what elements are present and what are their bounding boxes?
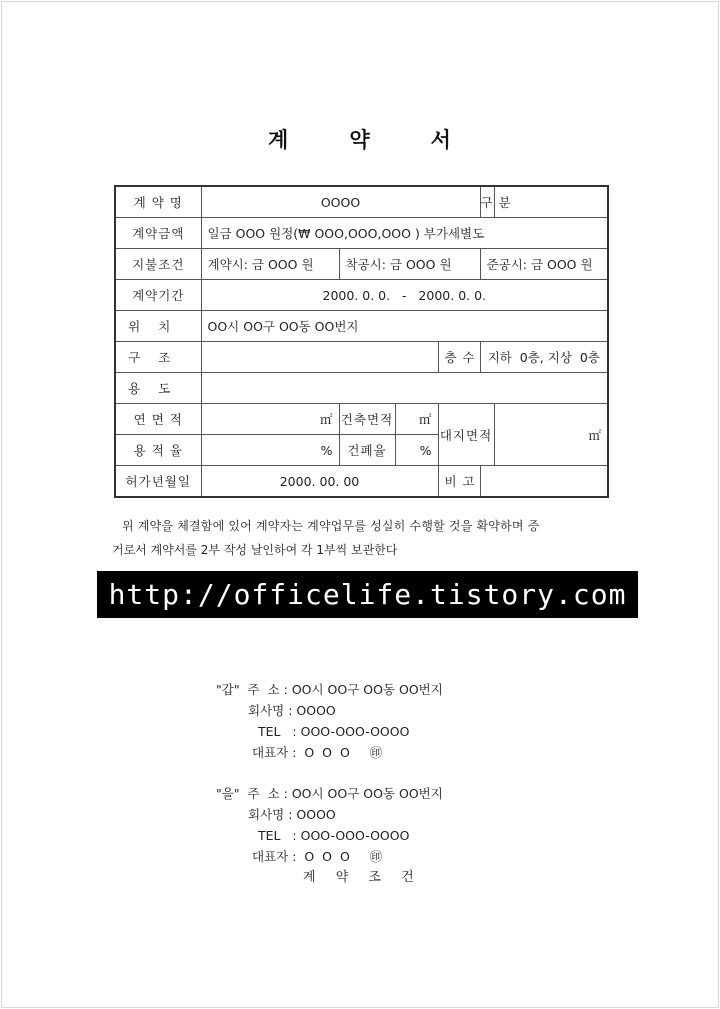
table-row [115, 311, 608, 342]
agreement-note [112, 514, 617, 562]
payment-on-completion: 준공시: 금 OOO 원 [480, 249, 608, 280]
party-b-company: OOOO [296, 807, 336, 822]
party-a-address: OO시 OO구 OO동 OO번지 [291, 682, 443, 697]
table-row [115, 249, 608, 280]
title-char-3: 서 [430, 128, 452, 152]
payment-terms-label: 지불조건 [115, 249, 201, 280]
contract-name-label: 계 약 명 [115, 186, 201, 218]
payment-on-contract: 계약시: 금 OOO 원 [201, 249, 339, 280]
table-row [115, 466, 608, 498]
location-label: 위치 [115, 311, 201, 342]
table-row [115, 404, 608, 435]
party-a-tag: "갑" [216, 682, 240, 697]
party-b-rep: O O O [304, 849, 350, 864]
usage-value [201, 373, 608, 404]
party-b-company-label: 회사명 : [248, 807, 293, 822]
party-b-seal-icon: ㊞ [369, 849, 383, 864]
floor-area-ratio-label: 용 적 율 [115, 435, 201, 466]
floor-area-ratio-value: % [201, 435, 339, 466]
party-b-block [216, 783, 443, 867]
site-area-label: 대지면적 [438, 404, 494, 466]
site-area-value: ㎡ [494, 404, 608, 466]
remarks-label: 비 고 [438, 466, 480, 498]
terms-heading: 계 약 조 건 [303, 870, 414, 885]
permit-date-label: 허가년월일 [115, 466, 201, 498]
title-char-1: 계 [268, 128, 290, 152]
party-a-tel-label: TEL : [258, 724, 297, 739]
party-a-rep: O O O [304, 745, 350, 760]
total-floor-area-label: 연 면 적 [115, 404, 201, 435]
building-coverage-label: 건폐율 [339, 435, 395, 466]
party-b-address-label: 주 소 : [247, 786, 288, 801]
location-value: OO시 OO구 OO동 OO번지 [201, 311, 608, 342]
table-row [115, 186, 608, 218]
remarks-value [480, 466, 608, 498]
floors-label: 층 수 [438, 342, 480, 373]
category-label: 구 분 [480, 186, 494, 218]
building-area-label: 건축면적 [339, 404, 395, 435]
watermark-url: http://officelife.tistory.com [97, 571, 638, 618]
party-b-rep-label: 대표자 : [252, 849, 297, 864]
building-area-value: ㎡ [395, 404, 438, 435]
party-b-tag: "을" [216, 786, 240, 801]
permit-date-value: 2000. 00. 00 [201, 466, 438, 498]
contract-period-value: 2000. 0. 0. - 2000. 0. 0. [201, 280, 608, 311]
contract-amount-value: 일금 OOO 원정(₩ OOO,OOO,OOO ) 부가세별도 [201, 218, 608, 249]
title-char-2: 약 [349, 128, 371, 152]
building-coverage-value: % [395, 435, 438, 466]
table-row [115, 342, 608, 373]
party-b-address: OO시 OO구 OO동 OO번지 [291, 786, 443, 801]
party-b-tel: OOO-OOO-OOOO [300, 828, 410, 843]
floors-value: 지하 0층, 지상 0층 [480, 342, 608, 373]
table-row [115, 280, 608, 311]
party-a-block [216, 679, 443, 763]
contract-table [114, 185, 609, 498]
contract-amount-label: 계약금액 [115, 218, 201, 249]
party-a-address-label: 주 소 : [247, 682, 288, 697]
party-a-seal-icon: ㊞ [369, 745, 383, 760]
structure-value [201, 342, 438, 373]
document-title [0, 124, 720, 154]
total-floor-area-value: ㎡ [201, 404, 339, 435]
table-row [115, 373, 608, 404]
party-a-rep-label: 대표자 : [252, 745, 297, 760]
structure-label: 구조 [115, 342, 201, 373]
contract-period-label: 계약기간 [115, 280, 201, 311]
party-a-company-label: 회사명 : [248, 703, 293, 718]
party-b-tel-label: TEL : [258, 828, 297, 843]
table-row [115, 218, 608, 249]
party-a-tel: OOO-OOO-OOOO [300, 724, 410, 739]
note-line-2: 거로서 계약서를 2부 작성 날인하여 각 1부씩 보관한다 [112, 543, 398, 557]
usage-label: 용도 [115, 373, 201, 404]
payment-on-start: 착공시: 금 OOO 원 [339, 249, 480, 280]
contract-name-value: OOOO [201, 186, 480, 218]
party-a-company: OOOO [296, 703, 336, 718]
note-line-1: 위 계약을 체결함에 있어 계약자는 계약업무를 성실히 수행할 것을 확약하며 증 [122, 519, 540, 533]
